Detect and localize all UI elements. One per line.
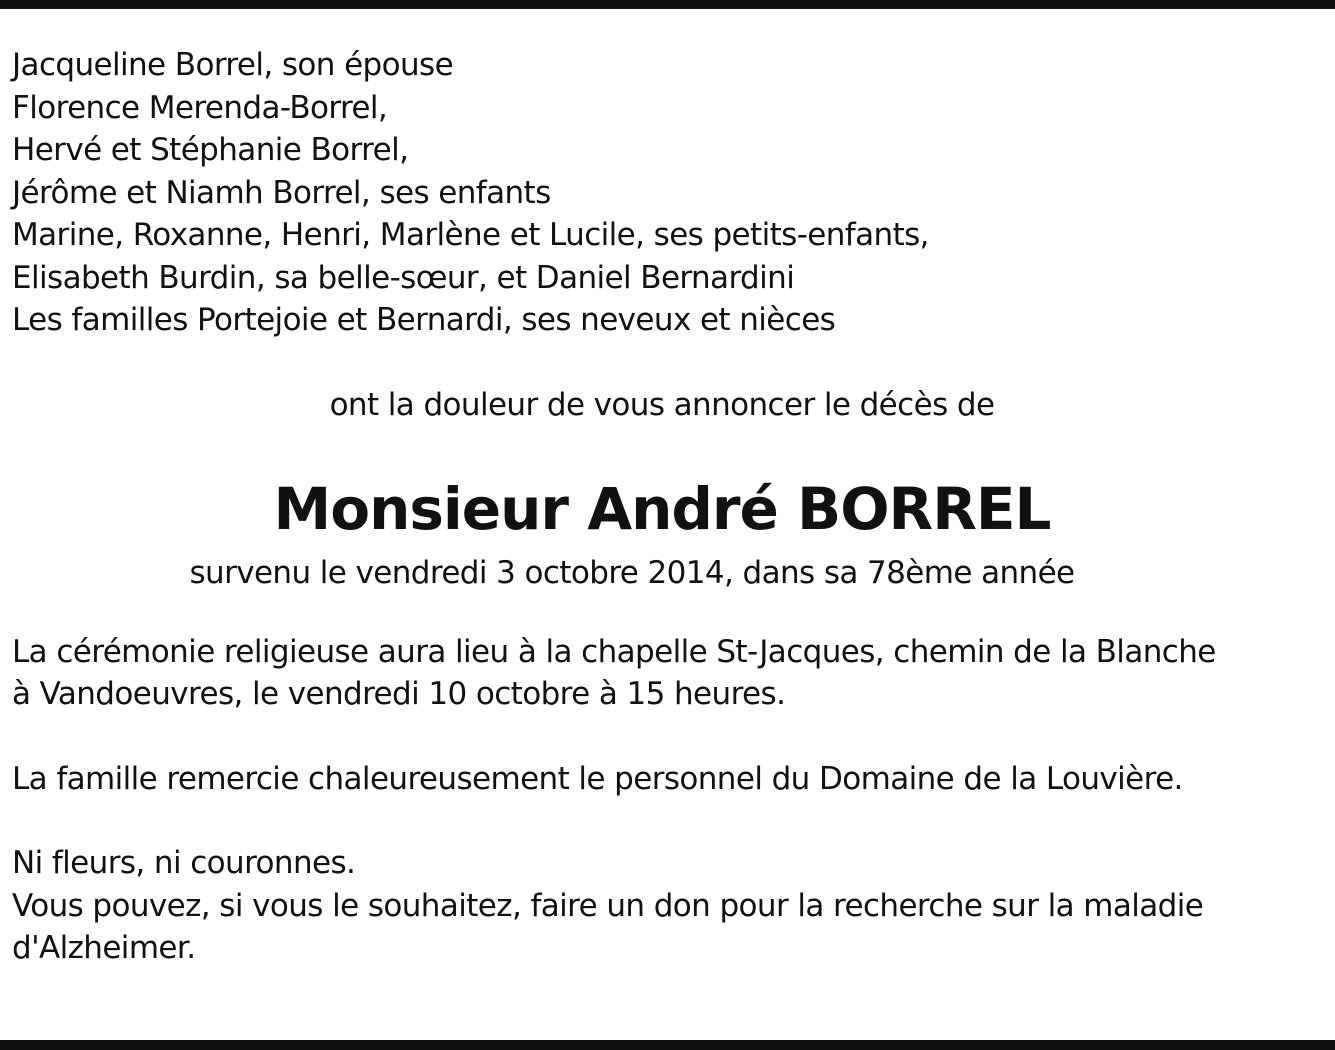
family-line: Marine, Roxanne, Henri, Marlène et Lucile, ses petits-enfants, [12, 217, 929, 253]
bottom-border-rule [0, 1040, 1335, 1050]
family-line: Hervé et Stéphanie Borrel, [12, 132, 409, 168]
obituary-notice [12, 44, 1312, 970]
closing-line: Ni fleurs, ni couronnes. [12, 845, 356, 881]
family-line: Florence Merenda-Borrel, [12, 89, 388, 126]
family-line: Jérôme et Niamh Borrel, ses enfants [12, 174, 551, 211]
family-line: Jacqueline Borrel, son épouse [12, 47, 454, 83]
family-line: Elisabeth Burdin, sa belle-sœur, et Daniel Bernardini [12, 259, 795, 296]
thanks-text: La famille remercie chaleureusement le personnel du Domaine de la Louvière. [12, 760, 1183, 797]
family-list [12, 44, 1312, 342]
ceremony-line: à Vandoeuvres, le vendredi 10 octobre à 15 heures. [12, 676, 786, 712]
deceased-name: Monsieur André BORREL [273, 475, 1051, 543]
family-line: Les familles Portejoie et Bernardi, ses neveux et nièces [12, 302, 836, 338]
ceremony-info [12, 631, 1312, 716]
closing-notes [12, 842, 1312, 970]
death-date-line: survenu le vendredi 3 octobre 2014, dans sa 78ème année [189, 555, 1075, 591]
closing-line: Vous pouvez, si vous le souhaitez, faire un don pour la recherche sur la maladie [12, 887, 1204, 924]
closing-line: d'Alzheimer. [12, 930, 196, 966]
top-border-rule [0, 0, 1335, 9]
announcement-text: ont la douleur de vous annoncer le décès de [329, 386, 995, 423]
ceremony-line: La cérémonie religieuse aura lieu à la chapelle St-Jacques, chemin de la Blanche [12, 633, 1216, 670]
